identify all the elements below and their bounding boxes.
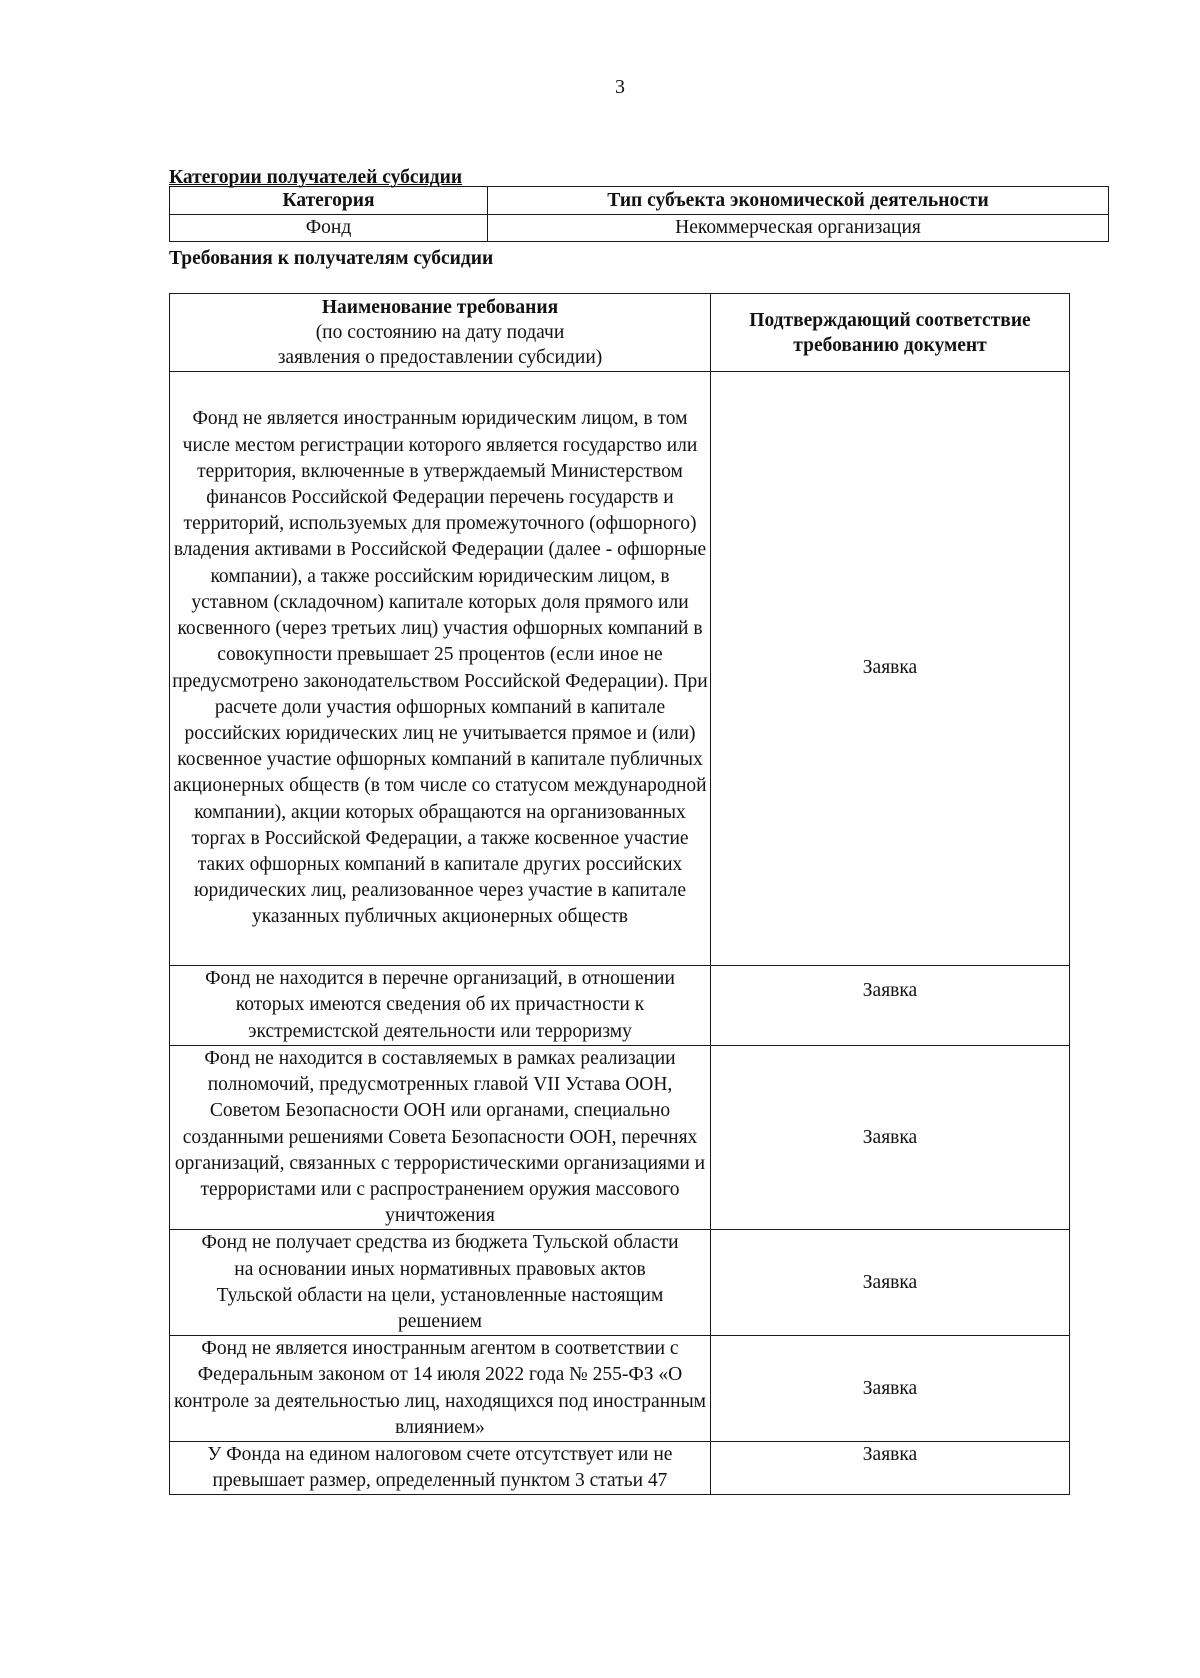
header-requirement-name-note-1: (по состоянию на дату подачи xyxy=(315,322,565,343)
requirements-table xyxy=(169,293,1070,1495)
requirement-cell: У Фонда на едином налоговом счете отсутствует или не превышает размер, определенный пунктом 3 статьи 47 xyxy=(170,1442,711,1495)
categories-section-title: Категории получателей субсидии xyxy=(169,167,463,188)
table-row xyxy=(170,1230,1070,1336)
document-cell: Заявка xyxy=(711,372,1070,966)
header-category: Категория xyxy=(170,187,488,215)
requirement-cell: Фонд не является иностранным агентом в соответствии с Федеральным законом от 14 июля 2022 года № 255-ФЗ «О контроле за деятельностью лиц, находящихся под иностранным влиянием» xyxy=(170,1336,711,1442)
table-row xyxy=(170,1442,1070,1495)
table-row xyxy=(170,1336,1070,1442)
document-cell: Заявка xyxy=(711,1442,1070,1495)
header-entity-type: Тип субъекта экономической деятельности xyxy=(488,187,1109,215)
table-row xyxy=(170,1046,1070,1230)
header-requirement-name-title: Наименование требования xyxy=(321,297,559,318)
page-number: 3 xyxy=(615,76,625,98)
table-row xyxy=(170,966,1070,1046)
category-cell: Фонд xyxy=(170,215,488,242)
categories-header-row xyxy=(170,187,1109,215)
requirements-section-title: Требования к получателям субсидии xyxy=(169,248,494,269)
document-cell: Заявка xyxy=(711,1046,1070,1230)
table-row xyxy=(170,372,1070,966)
header-requirement-name xyxy=(170,294,711,372)
requirement-cell: Фонд не находится в перечне организаций, в отношении которых имеются сведения об их причастности к экстремистской деятельности или терроризму xyxy=(170,966,711,1046)
document-cell: Заявка xyxy=(711,966,1070,1046)
document-cell: Заявка xyxy=(711,1336,1070,1442)
requirement-cell: Фонд не является иностранным юридическим лицом, в том числе местом регистрации которого является государство или территория, включенные в утверждаемый Министерством финансов Российской Федерации перечень государств и территорий, используемых для промежуточного (офшорного) владения активами в Российской Федерации (далее - офшорные компании), а также российским юридическим лицом, в уставном (складочном) капитале которых доля прямого или косвенного (через третьих лиц) участия офшорных компаний в совокупности превышает 25 процентов (если иное не предусмотрено законодательством Российской Федерации). При расчете доли участия офшорных компаний в капитале российских юридических лиц не учитывается прямое и (или) косвенное участие офшорных компаний в капитале публичных акционерных обществ (в том числе со статусом международной компании), акции которых обращаются на организованных торгах в Российской Федерации, а также косвенное участие таких офшорных компаний в капитале других российских юридических лиц, реализованное через участие в капитале указанных публичных акционерных обществ xyxy=(170,372,711,966)
requirement-cell: Фонд не получает средства из бюджета Тульской области на основании иных нормативных правовых актов Тульской области на цели, установленные настоящим решением xyxy=(170,1230,711,1336)
document-cell: Заявка xyxy=(711,1230,1070,1336)
requirement-cell: Фонд не находится в составляемых в рамках реализации полномочий, предусмотренных главой VII Устава ООН, Советом Безопасности ООН или органами, специально созданными решениями Совета Безопасности ООН, перечнях организаций, связанных с террористическими организациями и террористами или с распространением оружия массового уничтожения xyxy=(170,1046,711,1230)
header-requirement-name-note-2: заявления о предоставлении субсидии) xyxy=(277,347,603,368)
categories-table xyxy=(169,186,1109,242)
entity-type-cell: Некоммерческая организация xyxy=(488,215,1109,242)
header-confirming-document xyxy=(711,294,1070,372)
table-row xyxy=(170,215,1109,242)
requirements-header-row xyxy=(170,294,1070,372)
header-confirming-document-text: Подтверждающий соответствие требованию документ xyxy=(749,309,1031,356)
